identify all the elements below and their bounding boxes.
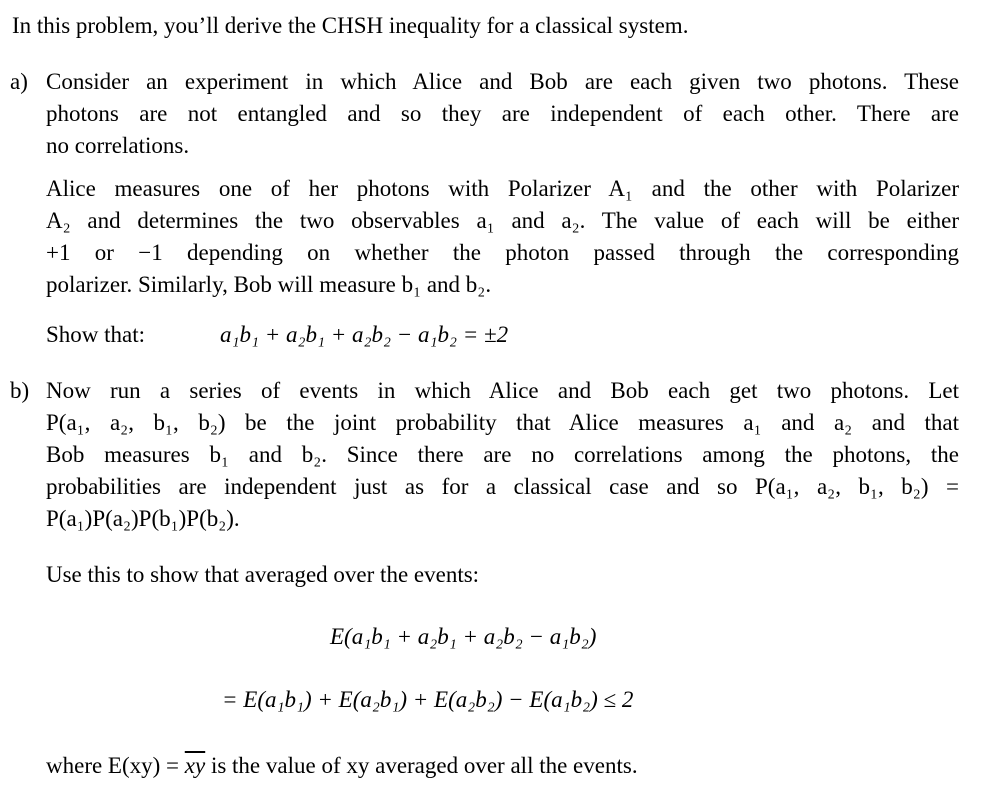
part-b-p1-line-1: Now run a series of events in which Alice and Bob each get two photons. Let: [46, 378, 959, 403]
part-a-p2-line-3: +1 or −1 depending on whether the photon passed through the corresponding: [46, 240, 959, 265]
part-a-p2-line-1: Alice measures one of her photons with Polarizer A₁ and the other with Polarizer: [46, 176, 959, 201]
show-that-label: Show that:: [46, 322, 146, 347]
part-b-p1-line-3: Bob measures b₁ and b₂. Since there are no correlations among the photons, the: [46, 442, 959, 467]
part-b-p1-line-2: P(a₁, a₂, b₁, b₂) be the joint probability that Alice measures a₁ and a₂ and that: [46, 410, 959, 435]
part-b-p2: Use this to show that averaged over the events:: [46, 562, 480, 587]
where-definition: [46, 752, 638, 780]
xy-bar: $\overline{xy}$: [184, 753, 206, 778]
part-b-label: b): [10, 378, 30, 403]
expectation-equation-1: E(a₁b₁ + a₂b₁ + a₂b₂ − a₁b₂): [330, 624, 597, 649]
intro-text: In this problem, you’ll derive the CHSH inequality for a classical system.: [12, 13, 689, 38]
part-b-p1-line-4: probabilities are independent just as for a classical case and so P(a₁, a₂, b₁, b₂) =: [46, 474, 959, 499]
part-a-label: a): [10, 69, 28, 94]
part-b-p1-line-5: P(a₁)P(a₂)P(b₁)P(b₂).: [46, 506, 240, 531]
expectation-equation-2: = E(a₁b₁) + E(a₂b₁) + E(a₂b₂) − E(a₁b₂) ≤ 2: [222, 687, 634, 712]
show-that-equation: a₁b₁ + a₂b₁ + a₂b₂ − a₁b₂ = ±2: [220, 322, 509, 347]
part-a-p1-line-2: photons are not entangled and so they are independent of each other. There are: [46, 101, 959, 126]
where-prefix: where E(xy) =: [46, 753, 185, 778]
part-a-p1-line-3: no correlations.: [46, 133, 190, 158]
part-a-p2-line-4: polarizer. Similarly, Bob will measure b₁ and b₂.: [46, 272, 492, 297]
part-a-p2-line-2: A₂ and determines the two observables a₁ and a₂. The value of each will be either: [46, 208, 959, 233]
part-a-p1-line-1: Consider an experiment in which Alice and Bob are each given two photons. These: [46, 69, 959, 94]
where-suffix: is the value of xy averaged over all the events.: [205, 753, 638, 778]
